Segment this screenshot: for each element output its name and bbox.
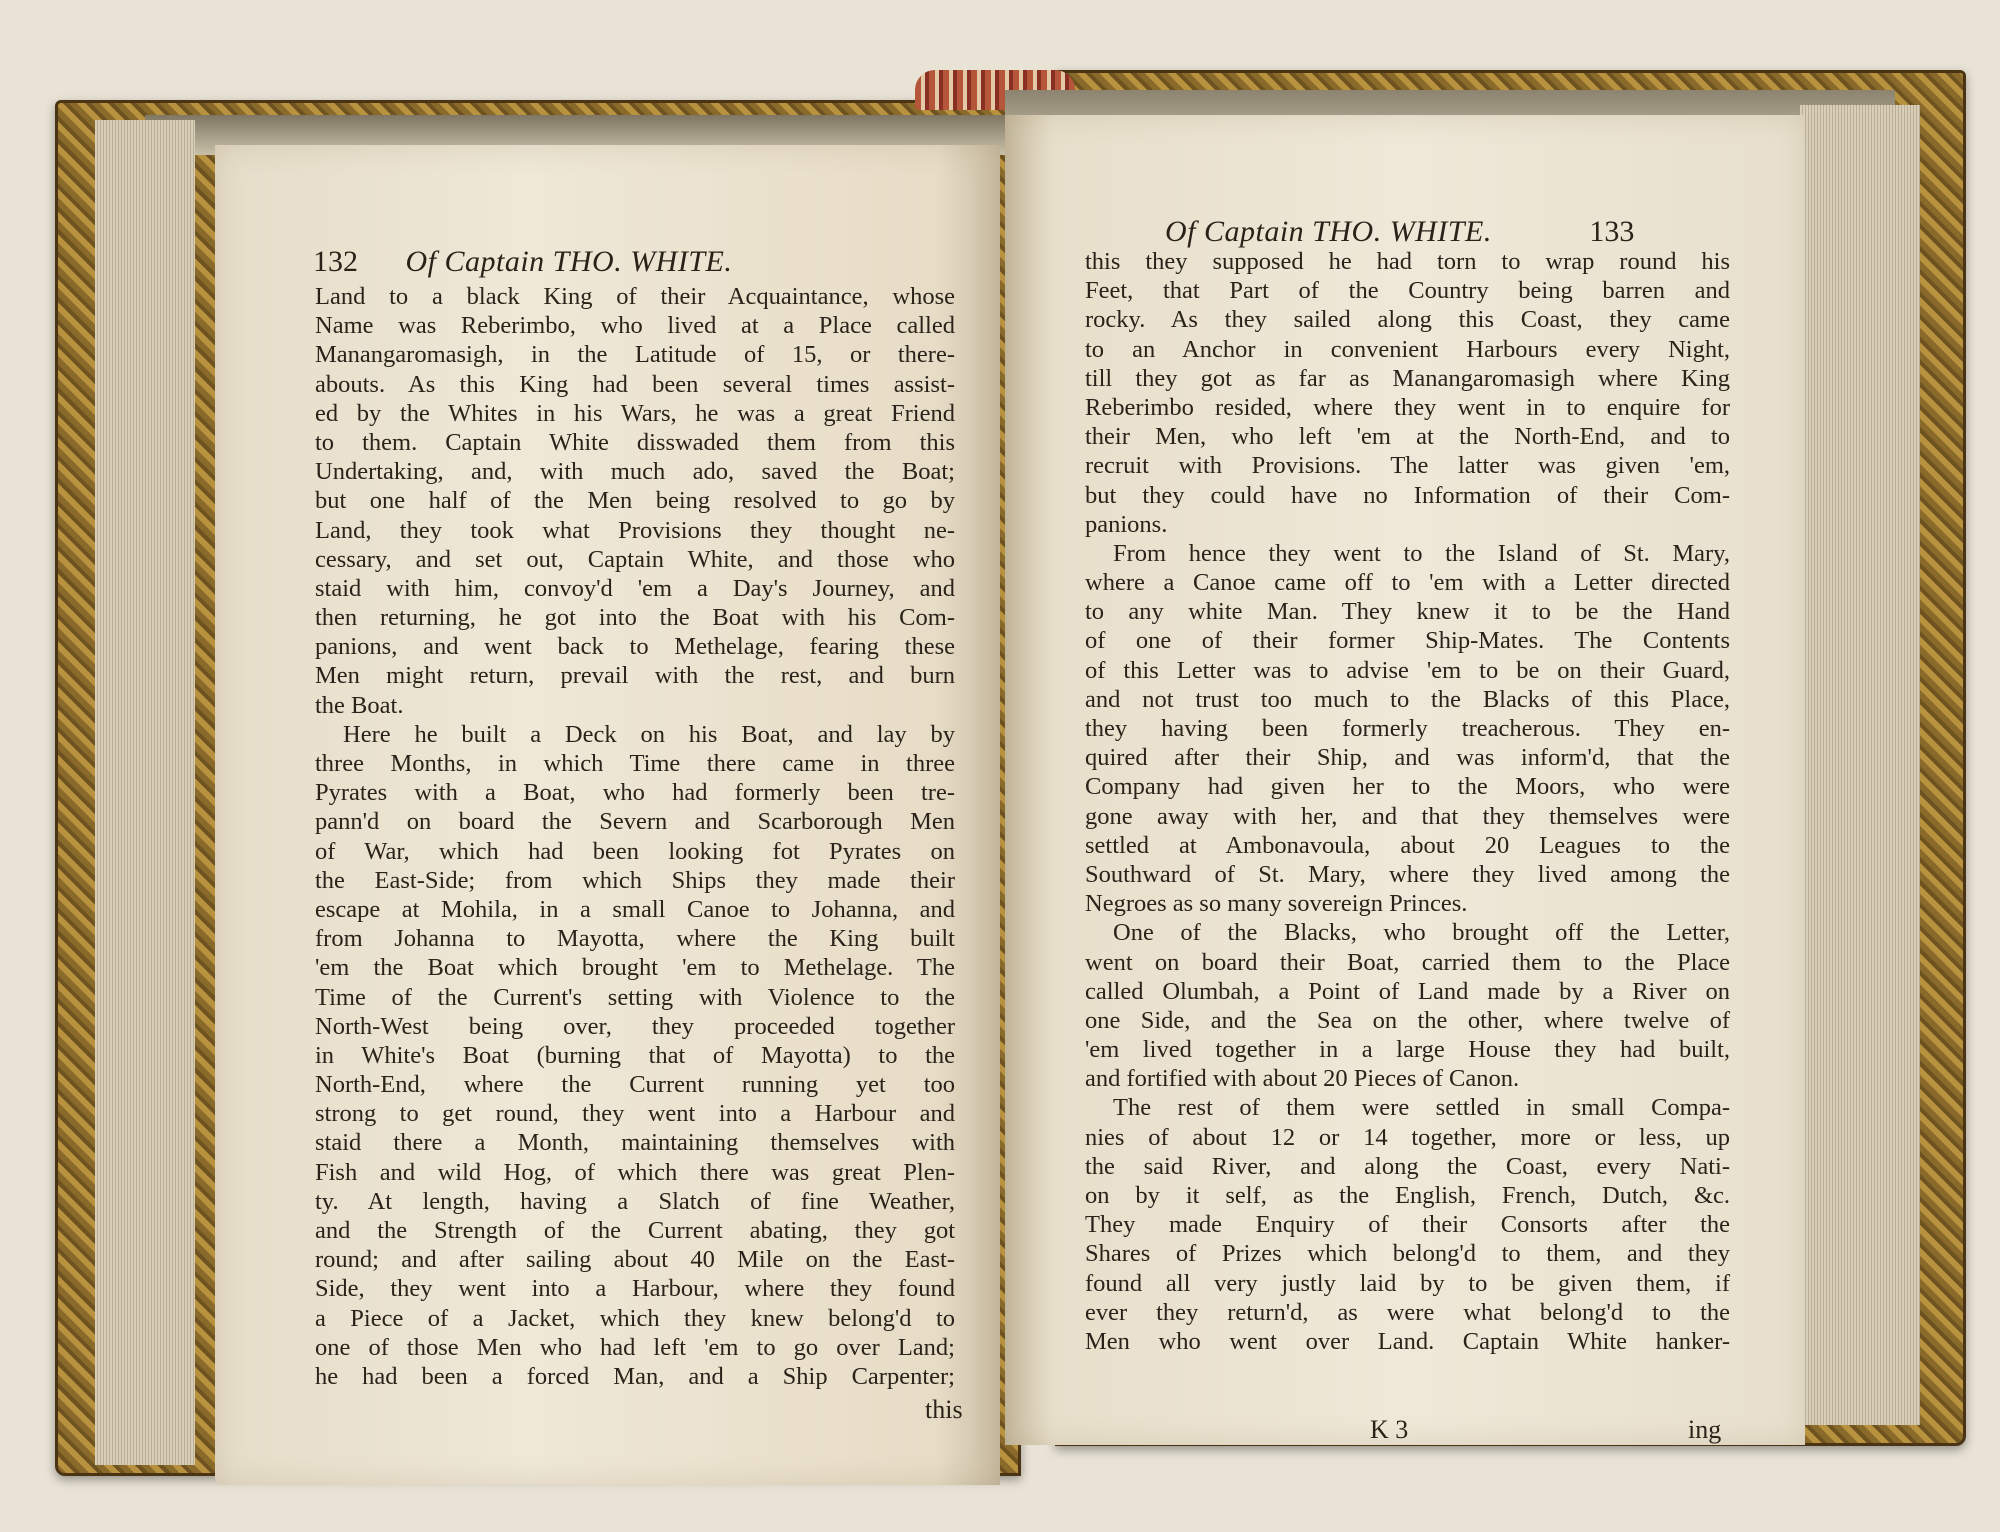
text-line: round; and after sailing about 40 Mile on the East- bbox=[315, 1246, 955, 1274]
catchword: this bbox=[925, 1395, 963, 1424]
page-number: 133 bbox=[1589, 215, 1635, 248]
running-title: Of Captain THO. WHITE. bbox=[1165, 215, 1492, 248]
text-line: Men might return, prevail with the rest, and burn bbox=[315, 662, 955, 690]
text-line: but one half of the Men being resolved to go by bbox=[315, 487, 955, 515]
text-line: escape at Mohila, in a small Canoe to Johanna, and bbox=[315, 895, 955, 923]
text-line: their Men, who left 'em at the North-End, and to bbox=[1085, 423, 1730, 451]
text-line: to an Anchor in convenient Harbours every Night, bbox=[1085, 335, 1730, 363]
text-line: of one of their former Ship-Mates. The Contents bbox=[1085, 627, 1730, 655]
text-line: abouts. As this King had been several times assist- bbox=[315, 370, 955, 398]
text-line: three Months, in which Time there came in three bbox=[315, 750, 955, 777]
text-line: then returning, he got into the Boat with his Com- bbox=[315, 604, 955, 632]
text-line: gone away with her, and that they themselves were bbox=[1085, 802, 1730, 830]
text-line: 'em the Boat which brought 'em to Methelage. The bbox=[315, 954, 955, 982]
text-line: called Olumbah, a Point of Land made by a River on bbox=[1085, 977, 1730, 1005]
right-body-text bbox=[1085, 247, 1730, 1356]
text-line: to them. Captain White disswaded them from this bbox=[315, 428, 955, 456]
text-line: From hence they went to the Island of St. Mary, bbox=[1113, 539, 1730, 567]
left-page bbox=[215, 145, 1000, 1485]
text-line: he had been a forced Man, and a Ship Carpenter; bbox=[315, 1362, 955, 1390]
text-line: settled at Ambonavoula, about 20 Leagues to the bbox=[1085, 831, 1730, 859]
text-line: Land, they took what Provisions they thought ne- bbox=[315, 516, 955, 544]
text-line: The rest of them were settled in small Compa- bbox=[1113, 1094, 1730, 1122]
text-line: North-West being over, they proceeded together bbox=[315, 1012, 955, 1040]
text-line: Men who went over Land. Captain White hanker- bbox=[1085, 1327, 1730, 1355]
text-line: Manangaromasigh, in the Latitude of 15, or there- bbox=[315, 341, 955, 369]
text-line: till they got as far as Manangaromasigh where King bbox=[1085, 364, 1730, 392]
text-line: Time of the Current's setting with Violence to the bbox=[315, 983, 955, 1011]
text-line: ed by the Whites in his Wars, he was a great Friend bbox=[315, 399, 955, 427]
text-line: found all very justly laid by to be given them, if bbox=[1085, 1269, 1730, 1297]
text-line: and not trust too much to the Blacks of this Place, bbox=[1085, 685, 1730, 713]
left-running-head bbox=[313, 245, 732, 279]
text-line: panions, and went back to Methelage, fearing these bbox=[315, 633, 955, 661]
left-body-text bbox=[315, 282, 955, 1391]
text-line: Here he built a Deck on his Boat, and lay by bbox=[343, 720, 955, 748]
text-line: Name was Reberimbo, who lived at a Place called bbox=[315, 312, 955, 340]
text-line: panions. bbox=[1085, 510, 1168, 538]
text-line: the East-Side; from which Ships they made their bbox=[315, 866, 955, 894]
text-line: ever they return'd, as were what belong'd to the bbox=[1085, 1298, 1730, 1326]
page-edges-left bbox=[95, 120, 195, 1465]
text-line: the said River, and along the Coast, every Nati- bbox=[1085, 1152, 1730, 1180]
text-line: Fish and wild Hog, of which there was great Plen- bbox=[315, 1158, 955, 1186]
text-line: one Side, and the Sea on the other, where twelve of bbox=[1085, 1006, 1730, 1034]
text-line: North-End, where the Current running yet too bbox=[315, 1071, 955, 1099]
catchword: ing bbox=[1688, 1415, 1722, 1444]
text-line: in White's Boat (burning that of Mayotta) to the bbox=[315, 1041, 955, 1069]
text-line: on by it self, as the English, French, Dutch, &c. bbox=[1085, 1182, 1730, 1209]
running-title: Of Captain THO. WHITE. bbox=[405, 245, 733, 278]
text-line: to any white Man. They knew it to be the Hand bbox=[1085, 598, 1730, 626]
text-line: and fortified with about 20 Pieces of Canon. bbox=[1085, 1065, 1520, 1093]
text-line: went on board their Boat, carried them to the Place bbox=[1085, 948, 1730, 976]
right-page bbox=[1005, 115, 1805, 1445]
signature-mark: K 3 bbox=[1370, 1415, 1409, 1444]
text-line: They made Enquiry of their Consorts after the bbox=[1085, 1211, 1730, 1239]
text-line: Southward of St. Mary, where they lived among the bbox=[1085, 860, 1730, 888]
text-line: strong to get round, they went into a Harbour and bbox=[315, 1100, 955, 1128]
open-book bbox=[55, 60, 1960, 1480]
text-line: where a Canoe came off to 'em with a Letter directed bbox=[1085, 569, 1730, 597]
text-line: Pyrates with a Boat, who had formerly been tre- bbox=[315, 779, 955, 807]
text-line: Company had given her to the Moors, who were bbox=[1085, 773, 1730, 801]
text-line: a Piece of a Jacket, which they knew belong'd to bbox=[315, 1304, 955, 1332]
text-line: staid with him, convoy'd 'em a Day's Journey, and bbox=[315, 574, 955, 602]
page-number: 132 bbox=[313, 245, 358, 278]
text-line: this they supposed he had torn to wrap round his bbox=[1085, 248, 1730, 275]
text-line: Reberimbo resided, where they went in to enquire for bbox=[1085, 393, 1730, 421]
text-line: Side, they went into a Harbour, where they found bbox=[315, 1275, 955, 1303]
text-line: rocky. As they sailed along this Coast, they came bbox=[1085, 306, 1730, 334]
text-line: Land to a black King of their Acquaintance, whose bbox=[315, 283, 955, 310]
text-line: Shares of Prizes which belong'd to them, and they bbox=[1085, 1240, 1730, 1268]
text-line: ty. At length, having a Slatch of fine Weather, bbox=[315, 1187, 955, 1215]
text-line: of this Letter was to advise 'em to be on their Guard, bbox=[1085, 656, 1730, 684]
text-line: they having been formerly treacherous. They en- bbox=[1085, 715, 1730, 742]
text-line: cessary, and set out, Captain White, and those who bbox=[315, 545, 955, 573]
text-line: but they could have no Information of their Com- bbox=[1085, 481, 1730, 509]
text-line: and the Strength of the Current abating, they got bbox=[315, 1217, 955, 1244]
right-running-head bbox=[1165, 215, 1634, 249]
text-line: the Boat. bbox=[315, 691, 404, 719]
page-edges-right bbox=[1800, 105, 1920, 1425]
text-line: recruit with Provisions. The latter was given 'em, bbox=[1085, 452, 1730, 480]
text-line: Feet, that Part of the Country being barren and bbox=[1085, 277, 1730, 305]
text-line: 'em lived together in a large House they had built, bbox=[1085, 1036, 1730, 1064]
text-line: nies of about 12 or 14 together, more or less, up bbox=[1085, 1123, 1730, 1151]
text-line: pann'd on board the Severn and Scarborough Men bbox=[315, 808, 955, 836]
text-line: quired after their Ship, and was inform'd, that the bbox=[1085, 744, 1730, 772]
text-line: from Johanna to Mayotta, where the King built bbox=[315, 925, 955, 953]
text-line: of War, which had been looking fot Pyrates on bbox=[315, 837, 955, 865]
text-line: staid there a Month, maintaining themselves with bbox=[315, 1129, 955, 1157]
text-line: Undertaking, and, with much ado, saved the Boat; bbox=[315, 458, 955, 486]
text-line: One of the Blacks, who brought off the Letter, bbox=[1113, 919, 1730, 947]
text-line: Negroes as so many sovereign Princes. bbox=[1085, 890, 1468, 918]
text-line: one of those Men who had left 'em to go over Land; bbox=[315, 1333, 955, 1361]
